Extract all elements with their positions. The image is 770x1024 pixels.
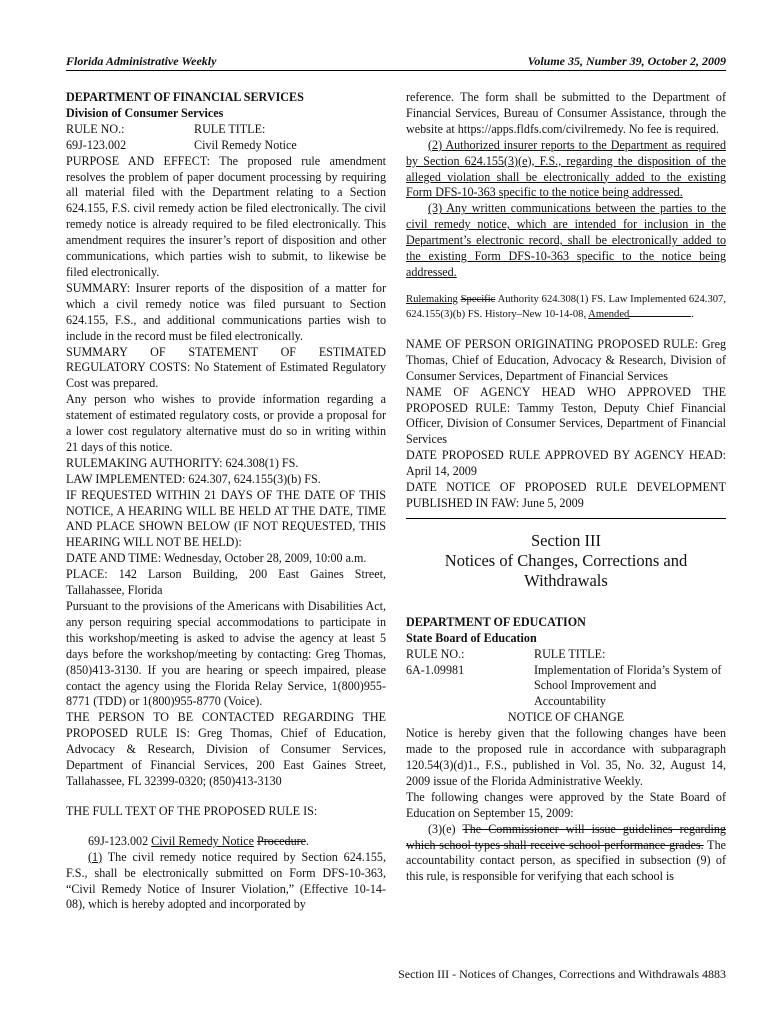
authority-new: Rulemaking bbox=[406, 293, 458, 305]
subsection-3e-text: The accountability contact person, as specified in subsection (9) of this rule, is responsible for verifying that each school is bbox=[406, 837, 726, 884]
section-number: Section III bbox=[530, 530, 602, 550]
right-column bbox=[406, 90, 726, 885]
subsection-1 bbox=[66, 850, 386, 914]
rule-heading-no: 69J-123.002 bbox=[88, 833, 149, 848]
subsection-3e-number: (3)(e) bbox=[428, 821, 463, 836]
department-heading-2: DEPARTMENT OF EDUCATION bbox=[406, 614, 586, 629]
board-heading: State Board of Education bbox=[406, 630, 537, 645]
agency-head-paragraph: NAME OF AGENCY HEAD WHO APPROVED THE PROPOSED RULE: Tammy Teston, Deputy Chief Financial Officer, Division of Consumer Services, Department of Financial Services bbox=[406, 384, 726, 447]
authority-end: . bbox=[691, 308, 695, 320]
rule-no-2: 6A-1.09981 bbox=[406, 662, 465, 677]
rule-heading: 69J-123.002 Civil Remedy Notice Procedure. bbox=[88, 833, 310, 848]
subsection-3e bbox=[406, 822, 726, 886]
rule-title-label-2: RULE TITLE: bbox=[534, 646, 606, 661]
page-footer: Section III - Notices of Changes, Corrections and Withdrawals 4883 bbox=[398, 967, 726, 981]
section-rule bbox=[406, 518, 726, 519]
left-column bbox=[66, 90, 386, 913]
rule-no: 69J-123.002 bbox=[66, 137, 127, 152]
authority-line bbox=[406, 293, 726, 321]
contact-paragraph: THE PERSON TO BE CONTACTED REGARDING THE PROPOSED RULE IS: Greg Thomas, Chief of Education, Advocacy & Research, Division of Consumer Services, Department of Financial Services, 200 East Gaines Street, Tallahassee, FL 32399-0320; (850)413-3130 bbox=[66, 710, 386, 788]
section-title: Notices of Changes, Corrections and Withdrawals bbox=[444, 550, 688, 590]
place: PLACE: 142 Larson Building, 200 East Gaines Street, Tallahassee, Florida bbox=[66, 567, 386, 598]
rule-heading-new: Civil Remedy Notice bbox=[151, 833, 254, 848]
rule-no-label: RULE NO.: bbox=[66, 121, 125, 136]
approved-paragraph: The following changes were approved by the State Board of Education on September 15, 2009: bbox=[406, 789, 726, 820]
purpose-paragraph: PURPOSE AND EFFECT: The proposed rule amendment resolves the problem of paper document processing by requiring all material filed with the Department relating to a Section 624.155, F.S. civil remedy action be filed electronically. The civil remedy notice is already required to be filed electronically. This amendment requires the insurer’s report of disposition and other communications, which parties wish to submit, to likewise be filed electronically. bbox=[66, 153, 386, 279]
any-person-paragraph: Any person who wishes to provide information regarding a statement of estimated regulatory costs, or provide a proposal for a lower cost regulatory alternative must do so in writing within 21 days of this notice. bbox=[66, 392, 386, 454]
originator-paragraph: NAME OF PERSON ORIGINATING PROPOSED RULE: Greg Thomas, Chief of Education, Advocacy & Research, Division of Consumer Services, Department of Financial Services bbox=[406, 336, 726, 383]
department-heading: DEPARTMENT OF FINANCIAL SERVICES bbox=[66, 90, 304, 104]
authority-deleted: Specific bbox=[460, 293, 496, 305]
rulemaking-authority: RULEMAKING AUTHORITY: 624.308(1) FS. bbox=[66, 455, 299, 470]
summary-paragraph: SUMMARY: Insurer reports of the disposition of a matter for which a civil remedy notice was filed pursuant to Section 624.155, F.S., and additional communications parties wish to include in the record must be filed electronically. bbox=[66, 280, 386, 343]
rule-no-label-2: RULE NO.: bbox=[406, 646, 465, 661]
subsection-1-text: The civil remedy notice required by Section 624.155, F.S., shall be electronically submitted on Form DFS-10-363, “Civil Remedy Notice of Insurer Violation,” (Effective 10-14-08), which is hereby adopted and incorporated by bbox=[66, 849, 386, 912]
full-text-heading: THE FULL TEXT OF THE PROPOSED RULE IS: bbox=[66, 803, 318, 818]
date-approved: DATE PROPOSED RULE APPROVED BY AGENCY HEAD: April 14, 2009 bbox=[406, 448, 726, 479]
subsection-1-number: (1) bbox=[88, 849, 103, 864]
notice-paragraph: Notice is hereby given that the following changes have been made to the proposed rule in accordance with subparagraph 120.54(3)(d)1., F.S., published in Vol. 35, No. 32, August 14, 2009 issue of the Florida Administrative Weekly. bbox=[406, 726, 726, 788]
law-implemented: LAW IMPLEMENTED: 624.307, 624.155(3)(b) FS. bbox=[66, 471, 321, 486]
authority-comma: , bbox=[583, 308, 587, 320]
ada-paragraph: Pursuant to the provisions of the Americans with Disabilities Act, any person requiring special accommodations to participate in this workshop/meeting is asked to advise the agency at least 5 days before the workshop/meeting by contacting: Greg Thomas, (850)413-3130. If you are hearing or speech impaired, please contact the agency using the Florida Relay Service, 1(800)955-8771 (TDD) or 1(800)955-8770 (Voice). bbox=[66, 599, 386, 709]
continuation-paragraph: reference. The form shall be submitted to the Department of Financial Services, Bureau of Consumer Assistance, through the website at https://apps.fldfs.com/civilremedy. No fee is required. bbox=[406, 90, 726, 136]
header-rule bbox=[66, 70, 726, 71]
rule-value-row bbox=[66, 138, 386, 154]
rule-title-label: RULE TITLE: bbox=[194, 121, 266, 136]
serc-paragraph: SUMMARY OF STATEMENT OF ESTIMATED REGULATORY COSTS: No Statement of Estimated Regulatory Cost was prepared. bbox=[66, 344, 386, 391]
rule-label-row bbox=[66, 122, 386, 138]
hearing-paragraph: IF REQUESTED WITHIN 21 DAYS OF THE DATE OF THIS NOTICE, A HEARING WILL BE HELD AT THE DATE, TIME AND PLACE SHOWN BELOW (IF NOT REQUESTED, THIS HEARING WILL NOT BE HELD): bbox=[66, 487, 386, 550]
date-time: DATE AND TIME: Wednesday, October 28, 2009, 10:00 a.m. bbox=[66, 551, 367, 566]
subsection-3: (3) Any written communications between the parties to the civil remedy notice, which are intended for inclusion in the Department’s electronic record, shall be electronically added to the existing Form DFS-10-363 specific to the notice being addressed. bbox=[406, 201, 726, 279]
rule-title-2: Implementation of Florida’s System of School Improvement and Accountability bbox=[534, 662, 722, 709]
notice-of-change: NOTICE OF CHANGE bbox=[507, 710, 625, 725]
publication-title: Florida Administrative Weekly bbox=[66, 54, 217, 68]
authority-amended: Amended bbox=[588, 308, 630, 320]
amended-blank bbox=[629, 306, 691, 317]
subsection-3e-deleted: The Commissioner will issue guidelines regarding which school types shall receive school performance grades. bbox=[406, 821, 726, 852]
rule-heading-deleted: Procedure bbox=[256, 833, 307, 848]
rule-title: Civil Remedy Notice bbox=[194, 137, 297, 152]
division-heading: Division of Consumer Services bbox=[66, 105, 224, 120]
rule-value-row-2 bbox=[406, 663, 726, 711]
rule-label-row-2 bbox=[406, 647, 726, 663]
issue-info: Volume 35, Number 39, October 2, 2009 bbox=[527, 54, 726, 68]
running-header bbox=[66, 54, 726, 70]
authority-text: Authority 624.308(1) FS. Law Implemented 624.307, 624.155(3)(b) FS. History–New 10-14-08 bbox=[406, 293, 726, 320]
date-notice: DATE NOTICE OF PROPOSED RULE DEVELOPMENT PUBLISHED IN FAW: June 5, 2009 bbox=[406, 480, 726, 510]
subsection-2: (2) Authorized insurer reports to the Department as required by Section 624.155(3)(e), F.S., regarding the disposition of the alleged violation shall be electronically added to the existing Form DFS-10-363 specific to the notice being addressed. bbox=[406, 137, 726, 200]
